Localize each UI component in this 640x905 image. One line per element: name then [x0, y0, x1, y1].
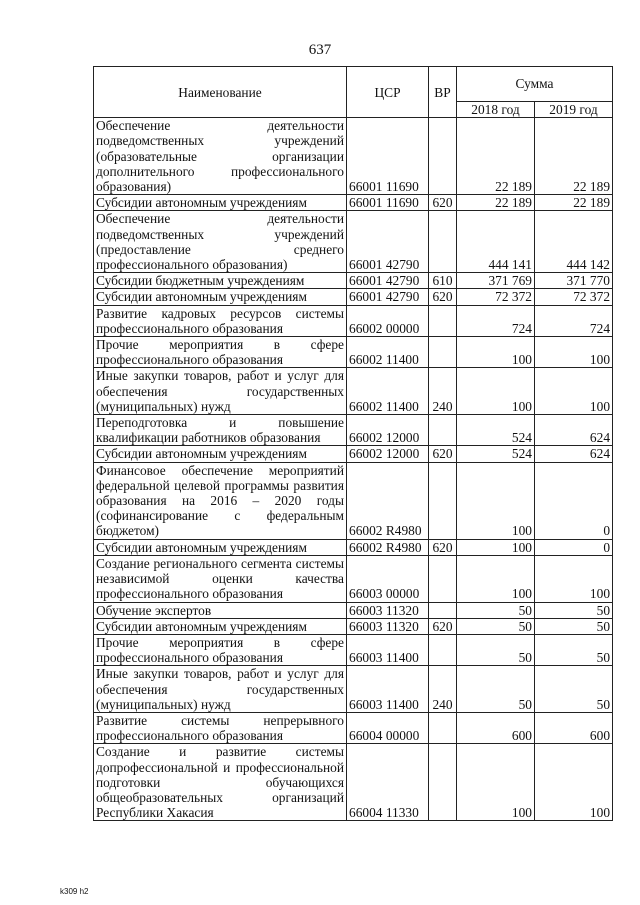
- row-sum-2018: 100: [457, 744, 535, 821]
- row-name: Иные закупки товаров, работ и услуг для обеспечения государственных (муниципальных) нужд: [94, 666, 347, 713]
- row-csr: 66003 11400: [347, 666, 429, 713]
- row-name: Развитие кадровых ресурсов системы профессионального образования: [94, 305, 347, 336]
- row-sum-2019: 50: [535, 618, 613, 634]
- row-csr: 66001 11690: [347, 195, 429, 211]
- row-vr: [429, 462, 457, 539]
- row-vr: [429, 337, 457, 368]
- row-csr: 66002 R4980: [347, 539, 429, 555]
- row-sum-2019: 624: [535, 446, 613, 462]
- row-vr: 240: [429, 368, 457, 415]
- row-sum-2018: 50: [457, 602, 535, 618]
- row-sum-2018: 600: [457, 712, 535, 743]
- row-csr: 66004 00000: [347, 712, 429, 743]
- row-sum-2019: 100: [535, 555, 613, 602]
- row-csr: 66004 11330: [347, 744, 429, 821]
- table-row: [94, 211, 613, 273]
- row-vr: 610: [429, 273, 457, 289]
- header-csr: ЦСР: [347, 67, 429, 118]
- header-year-2018: 2018 год: [457, 102, 535, 118]
- row-name: Субсидии автономным учреждениям: [94, 618, 347, 634]
- page-number: 637: [308, 42, 332, 58]
- row-csr: 66003 11400: [347, 634, 429, 665]
- header-vr: ВР: [429, 67, 457, 118]
- row-name: Создание регионального сегмента системы независимой оценки качества профессионального образования: [94, 555, 347, 602]
- row-vr: 620: [429, 539, 457, 555]
- row-vr: 620: [429, 446, 457, 462]
- row-name: Субсидии автономным учреждениям: [94, 195, 347, 211]
- row-sum-2018: 50: [457, 634, 535, 665]
- row-sum-2019: 50: [535, 634, 613, 665]
- table-row: [94, 446, 613, 462]
- row-name: Переподготовка и повышение квалификации работников образования: [94, 415, 347, 446]
- row-sum-2018: 50: [457, 666, 535, 713]
- row-sum-2018: 100: [457, 539, 535, 555]
- row-sum-2019: 0: [535, 462, 613, 539]
- row-vr: [429, 712, 457, 743]
- row-csr: 66001 11690: [347, 118, 429, 195]
- row-sum-2018: 371 769: [457, 273, 535, 289]
- row-sum-2018: 22 189: [457, 195, 535, 211]
- row-name: Субсидии бюджетным учреждениям: [94, 273, 347, 289]
- table-row: [94, 539, 613, 555]
- table-row: [94, 289, 613, 305]
- row-name: Обучение экспертов: [94, 602, 347, 618]
- row-name: Прочие мероприятия в сфере профессионального образования: [94, 634, 347, 665]
- row-sum-2018: 724: [457, 305, 535, 336]
- row-name: Прочие мероприятия в сфере профессионального образования: [94, 337, 347, 368]
- table-row: [94, 555, 613, 602]
- row-vr: [429, 118, 457, 195]
- header-name: Наименование: [94, 67, 347, 118]
- row-sum-2019: 50: [535, 602, 613, 618]
- row-name: Финансовое обеспечение мероприятий федеральной целевой программы развития образования на 2016 – 2020 годы (софинансирование с федеральным бюджетом): [94, 462, 347, 539]
- row-name: Иные закупки товаров, работ и услуг для обеспечения государственных (муниципальных) нужд: [94, 368, 347, 415]
- row-sum-2019: 100: [535, 368, 613, 415]
- table-body: [94, 118, 613, 821]
- row-sum-2018: 524: [457, 415, 535, 446]
- row-vr: [429, 634, 457, 665]
- row-vr: 620: [429, 289, 457, 305]
- row-sum-2018: 100: [457, 555, 535, 602]
- table-row: [94, 712, 613, 743]
- footer-code: k309 h2: [60, 887, 89, 896]
- row-sum-2019: 600: [535, 712, 613, 743]
- row-sum-2019: 0: [535, 539, 613, 555]
- row-sum-2019: 22 189: [535, 195, 613, 211]
- row-sum-2019: 624: [535, 415, 613, 446]
- table-row: [94, 602, 613, 618]
- table-row: [94, 415, 613, 446]
- row-csr: 66003 11320: [347, 602, 429, 618]
- budget-table: [93, 66, 613, 821]
- row-vr: [429, 744, 457, 821]
- row-csr: 66001 42790: [347, 211, 429, 273]
- row-sum-2018: 72 372: [457, 289, 535, 305]
- row-csr: 66003 00000: [347, 555, 429, 602]
- table-row: [94, 744, 613, 821]
- header-sum: Сумма: [457, 67, 613, 102]
- row-sum-2019: 371 770: [535, 273, 613, 289]
- row-sum-2018: 100: [457, 337, 535, 368]
- table-row: [94, 634, 613, 665]
- row-vr: [429, 602, 457, 618]
- row-name: Создание и развитие системы допрофессиональной и профессиональной подготовки обучающихся общеобразовательных организаций Республики Хакасия: [94, 744, 347, 821]
- row-sum-2018: 100: [457, 368, 535, 415]
- row-vr: 620: [429, 195, 457, 211]
- row-sum-2018: 444 141: [457, 211, 535, 273]
- row-name: Субсидии автономным учреждениям: [94, 539, 347, 555]
- row-csr: 66002 12000: [347, 415, 429, 446]
- row-csr: 66001 42790: [347, 289, 429, 305]
- row-csr: 66002 12000: [347, 446, 429, 462]
- row-sum-2018: 100: [457, 462, 535, 539]
- table-row: [94, 666, 613, 713]
- row-name: Обеспечение деятельности подведомственных учреждений (предоставление среднего профессионального образования): [94, 211, 347, 273]
- row-sum-2019: 50: [535, 666, 613, 713]
- table-row: [94, 305, 613, 336]
- row-name: Развитие системы непрерывного профессионального образования: [94, 712, 347, 743]
- row-csr: 66002 R4980: [347, 462, 429, 539]
- row-name: Субсидии автономным учреждениям: [94, 446, 347, 462]
- table-row: [94, 618, 613, 634]
- row-sum-2019: 444 142: [535, 211, 613, 273]
- row-name: Обеспечение деятельности подведомственных учреждений (образовательные организации дополнительного профессионального образования): [94, 118, 347, 195]
- row-csr: 66002 00000: [347, 305, 429, 336]
- table-row: [94, 462, 613, 539]
- row-sum-2019: 724: [535, 305, 613, 336]
- table-row: [94, 118, 613, 195]
- row-vr: [429, 415, 457, 446]
- table-header: [94, 67, 613, 118]
- row-sum-2018: 22 189: [457, 118, 535, 195]
- row-sum-2019: 100: [535, 744, 613, 821]
- header-year-2019: 2019 год: [535, 102, 613, 118]
- row-sum-2019: 72 372: [535, 289, 613, 305]
- row-vr: [429, 211, 457, 273]
- row-vr: [429, 305, 457, 336]
- row-sum-2019: 22 189: [535, 118, 613, 195]
- row-sum-2019: 100: [535, 337, 613, 368]
- row-csr: 66003 11320: [347, 618, 429, 634]
- row-vr: [429, 555, 457, 602]
- table-row: [94, 337, 613, 368]
- table-row: [94, 368, 613, 415]
- row-vr: 240: [429, 666, 457, 713]
- row-sum-2018: 50: [457, 618, 535, 634]
- row-csr: 66001 42790: [347, 273, 429, 289]
- table-row: [94, 195, 613, 211]
- row-vr: 620: [429, 618, 457, 634]
- row-csr: 66002 11400: [347, 368, 429, 415]
- row-name: Субсидии автономным учреждениям: [94, 289, 347, 305]
- row-sum-2018: 524: [457, 446, 535, 462]
- table-row: [94, 273, 613, 289]
- row-csr: 66002 11400: [347, 337, 429, 368]
